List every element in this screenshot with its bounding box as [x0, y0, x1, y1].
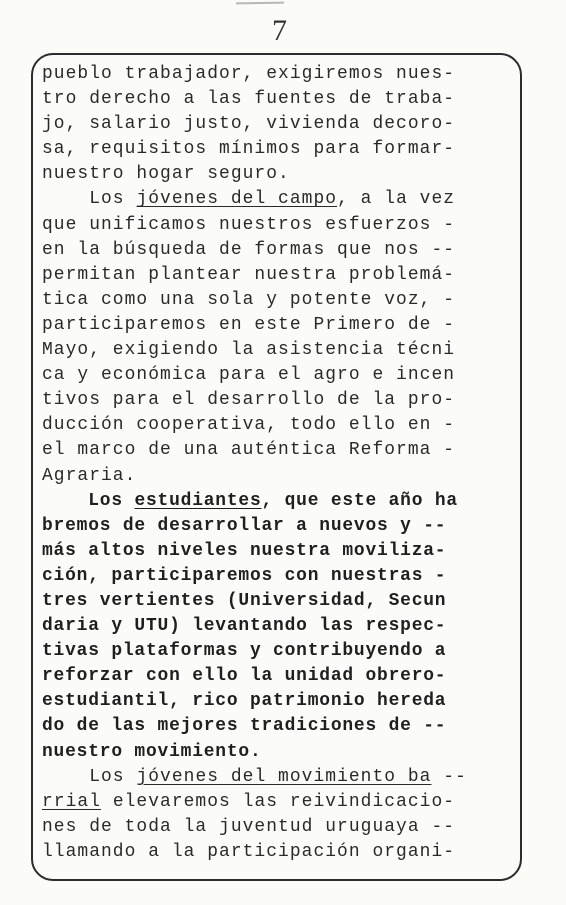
line-segment: reforzar con ello la unidad obrero- [42, 666, 447, 687]
line-segment: , que este año ha [261, 490, 458, 511]
text-line-22 [42, 589, 518, 614]
text-line-6 [42, 187, 518, 212]
text-line-31 [42, 815, 518, 840]
text-line-1 [42, 62, 518, 87]
line-segment: tica como una sola y potente voz, - [42, 289, 456, 310]
text-line-27 [42, 714, 518, 739]
text-line-12 [42, 338, 518, 363]
line-segment: Los [42, 490, 135, 511]
line-segment: ción, participaremos con nuestras - [42, 565, 447, 586]
line-segment: estudiantil, rico patrimonio hereda [42, 691, 447, 712]
line-segment: llamando a la participación organi- [42, 841, 456, 862]
line-segment: do de las mejores tradiciones de -- [42, 716, 447, 737]
text-line-14 [42, 388, 518, 413]
line-segment: más altos niveles nuestra moviliza- [42, 540, 447, 561]
text-line-19 [42, 514, 518, 539]
text-line-10 [42, 288, 518, 313]
line-segment: sa, requisitos mínimos para formar- [42, 139, 456, 160]
text-line-9 [42, 263, 518, 288]
line-segment: nuestro hogar seguro. [42, 164, 290, 185]
text-line-13 [42, 363, 518, 388]
page-number: 7 [272, 14, 287, 47]
text-line-3 [42, 112, 518, 137]
text-line-16 [42, 438, 518, 463]
text-line-11 [42, 313, 518, 338]
line-segment: Los [42, 766, 137, 787]
line-segment: nuestro movimiento. [42, 741, 262, 762]
line-segment: jo, salario justo, vivienda decoro- [42, 114, 456, 135]
text-line-4 [42, 137, 518, 162]
text-line-7 [42, 213, 518, 238]
underlined-heading: rrial [42, 791, 102, 812]
text-line-5 [42, 162, 518, 187]
line-segment: nes de toda la juventud uruguaya -- [42, 816, 456, 837]
underlined-heading: estudiantes [134, 490, 262, 511]
line-segment: tres vertientes (Universidad, Secun [42, 590, 447, 611]
line-segment: , a la vez [337, 189, 456, 210]
line-segment: Los [42, 189, 137, 210]
line-segment: tro derecho a las fuentes de traba- [42, 89, 456, 110]
text-line-26 [42, 689, 518, 714]
underlined-heading: jóvenes del movimiento ba [136, 766, 432, 787]
line-segment: ca y económica para el agro e incen [42, 365, 456, 386]
text-line-2 [42, 87, 518, 112]
line-segment: bremos de desarrollar a nuevos y -- [42, 515, 447, 536]
line-segment: que unificamos nuestros esfuerzos - [42, 214, 456, 235]
text-line-25 [42, 664, 518, 689]
text-line-23 [42, 614, 518, 639]
line-segment: participaremos en este Primero de - [42, 314, 456, 335]
line-segment: ducción cooperativa, todo ello en - [42, 415, 456, 436]
line-segment: permitan plantear nuestra problemá- [42, 264, 456, 285]
line-segment: pueblo trabajador, exigiremos nues- [42, 64, 456, 84]
text-line-28 [42, 740, 518, 765]
line-segment: tivas plataformas y contribuyendo a [42, 641, 447, 662]
top-scratch [236, 2, 284, 5]
text-line-24 [42, 639, 518, 664]
line-segment: elevaremos las reivindicacio- [101, 791, 456, 812]
document-body [42, 62, 520, 874]
line-segment: daria y UTU) levantando las respec- [42, 616, 447, 637]
line-segment: tivos para el desarrollo de la pro- [42, 390, 456, 411]
text-line-30 [42, 790, 518, 815]
line-segment: Agraria. [42, 465, 137, 486]
line-segment: el marco de una auténtica Reforma - [42, 440, 456, 461]
text-line-32 [42, 840, 518, 865]
text-line-21 [42, 564, 518, 589]
line-segment: -- [431, 766, 467, 787]
text-line-29 [42, 765, 518, 790]
text-line-18 [42, 489, 518, 514]
line-segment: Mayo, exigiendo la asistencia técni [42, 340, 456, 361]
text-line-8 [42, 238, 518, 263]
text-line-15 [42, 413, 518, 438]
line-segment: en la búsqueda de formas que nos -- [42, 239, 456, 260]
text-line-17 [42, 464, 518, 489]
text-line-20 [42, 539, 518, 564]
underlined-heading: jóvenes del campo [136, 189, 338, 210]
